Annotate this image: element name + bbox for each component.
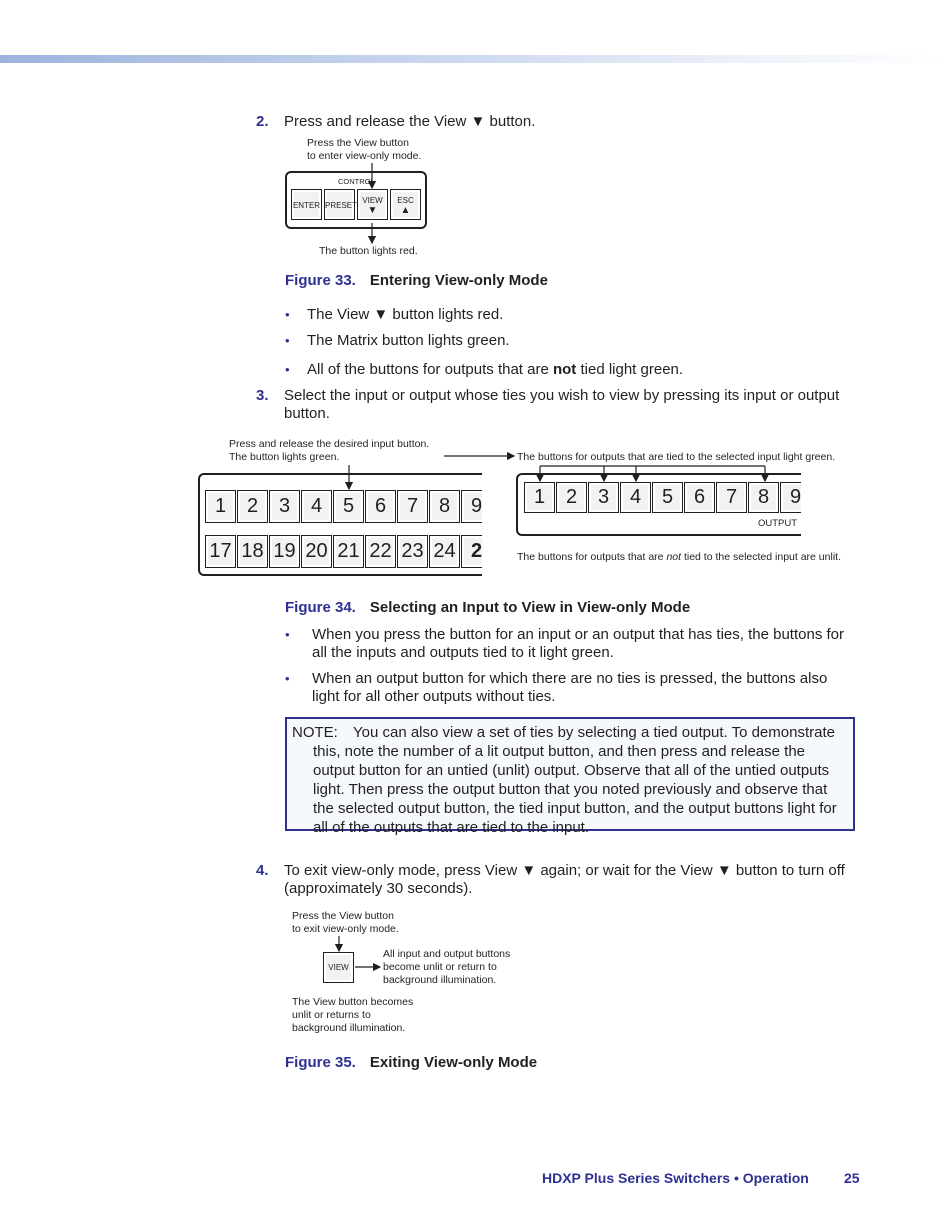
inrow2-key: 21 (333, 535, 364, 568)
footer-title: HDXP Plus Series Switchers • Operation (542, 1170, 809, 1186)
inrow2-key: 18 (237, 535, 268, 568)
callout-text: The buttons for outputs that are tied to the selected input light green. (517, 451, 836, 463)
inrow2-key: 19 (269, 535, 300, 568)
outrow-key: 7 (716, 482, 747, 513)
step-text: Press and release the View ▼ button. (284, 113, 536, 130)
outrow-key: 5 (652, 482, 683, 513)
outrow-key: 2 (556, 482, 587, 513)
outrow-key: 1 (524, 482, 555, 513)
outrow-key: 4 (620, 482, 651, 513)
step-text: (approximately 30 seconds). (284, 880, 473, 897)
inrow2-key: 23 (397, 535, 428, 568)
step-number: 3. (256, 387, 269, 404)
inrow1-key: 4 (301, 490, 332, 523)
step-number: 4. (256, 862, 269, 879)
outrow-key: 8 (748, 482, 779, 513)
figure-34-caption: Figure 34. Selecting an Input to View in View-only Mode (285, 599, 691, 616)
view-button: VIEW ▼ (357, 189, 388, 220)
list-item: • All of the buttons for outputs that are not tied light green. (285, 361, 684, 378)
list-item: • When you press the button for an input or an output that has ties, the buttons for all the inputs and outputs tied to it light green. (285, 626, 845, 661)
callout-text: The button lights green. (229, 451, 340, 463)
note-line: the selected output button, the tied input button, and the output buttons light for (313, 800, 837, 817)
step-text: To exit view-only mode, press View ▼ again; or wait for the View ▼ button to turn off (284, 862, 845, 879)
callout-text: Press the View button (307, 137, 409, 149)
list-item: • When an output button for which there are no ties is pressed, the buttons also light for all other outputs without ties. (285, 670, 828, 705)
note-line: You can also view a set of ties by selecting a tied output. To demonstrate (353, 724, 835, 741)
step-number: 2. (256, 113, 269, 130)
callout-text: background illumination. (292, 1022, 406, 1034)
callout-text: The buttons for outputs that are not tied to the selected input are unlit. (517, 551, 841, 563)
note-line: this, note the number of a lit output button, and then press and release the (313, 743, 805, 760)
inrow2-key: 22 (365, 535, 396, 568)
callout-text: background illumination. (383, 974, 497, 986)
callout-text: to exit view-only mode. (292, 923, 399, 935)
note-line: output button for an untied (unlit) output. Observe that all of the untied outputs (313, 762, 830, 779)
callout-text: The View button becomes (292, 996, 414, 1008)
figure-35-caption: Figure 35. Exiting View-only Mode (285, 1054, 538, 1071)
inrow2-key: 2 (461, 535, 482, 568)
callout-text: Press and release the desired input button. (229, 438, 430, 450)
outrow-key: 3 (588, 482, 619, 513)
callout-text: Press the View button (292, 910, 394, 922)
note-label: NOTE: (292, 724, 338, 741)
callout-text: become unlit or return to (383, 961, 497, 973)
note-line: all of the outputs that are tied to the input. (313, 819, 590, 836)
esc-up-arrow-icon: ▲ (400, 205, 411, 216)
callout-text: unlit or returns to (292, 1009, 371, 1021)
view-down-arrow-icon: ▼ (367, 205, 378, 216)
page-number: 25 (844, 1170, 860, 1186)
output-label: OUTPUT (758, 518, 798, 529)
inrow1-key: 6 (365, 490, 396, 523)
enter-button: ENTER (291, 189, 322, 220)
inrow1-key: 1 (205, 490, 236, 523)
inrow1-key: 9 (461, 490, 482, 523)
figure-33-caption: Figure 33. Entering View-only Mode (285, 272, 548, 289)
list-item: • The Matrix button lights green. (285, 332, 510, 349)
callout-text: The button lights red. (319, 245, 418, 257)
inrow2-key: 20 (301, 535, 332, 568)
preset-button: PRESET (324, 189, 355, 220)
outrow-key: 6 (684, 482, 715, 513)
callout-text: All input and output buttons (383, 948, 511, 960)
inrow1-key: 5 (333, 490, 364, 523)
esc-button: ESC ▲ (390, 189, 421, 220)
panel-label: CONTROL (338, 177, 375, 186)
note-line: light. Then press the output button that you noted previously and observe that (313, 781, 828, 798)
view-button: VIEW (323, 952, 354, 983)
inrow1-key: 3 (269, 490, 300, 523)
step-text: Select the input or output whose ties you wish to view by pressing its input or output (284, 387, 840, 404)
inrow1-key: 7 (397, 490, 428, 523)
inrow2-key: 24 (429, 535, 460, 568)
inrow1-key: 8 (429, 490, 460, 523)
step-text: button. (284, 405, 330, 422)
list-item: • The View ▼ button lights red. (285, 306, 504, 323)
inrow1-key: 2 (237, 490, 268, 523)
outrow-key: 9 (780, 482, 801, 513)
callout-text: to enter view-only mode. (307, 150, 422, 162)
inrow2-key: 17 (205, 535, 236, 568)
